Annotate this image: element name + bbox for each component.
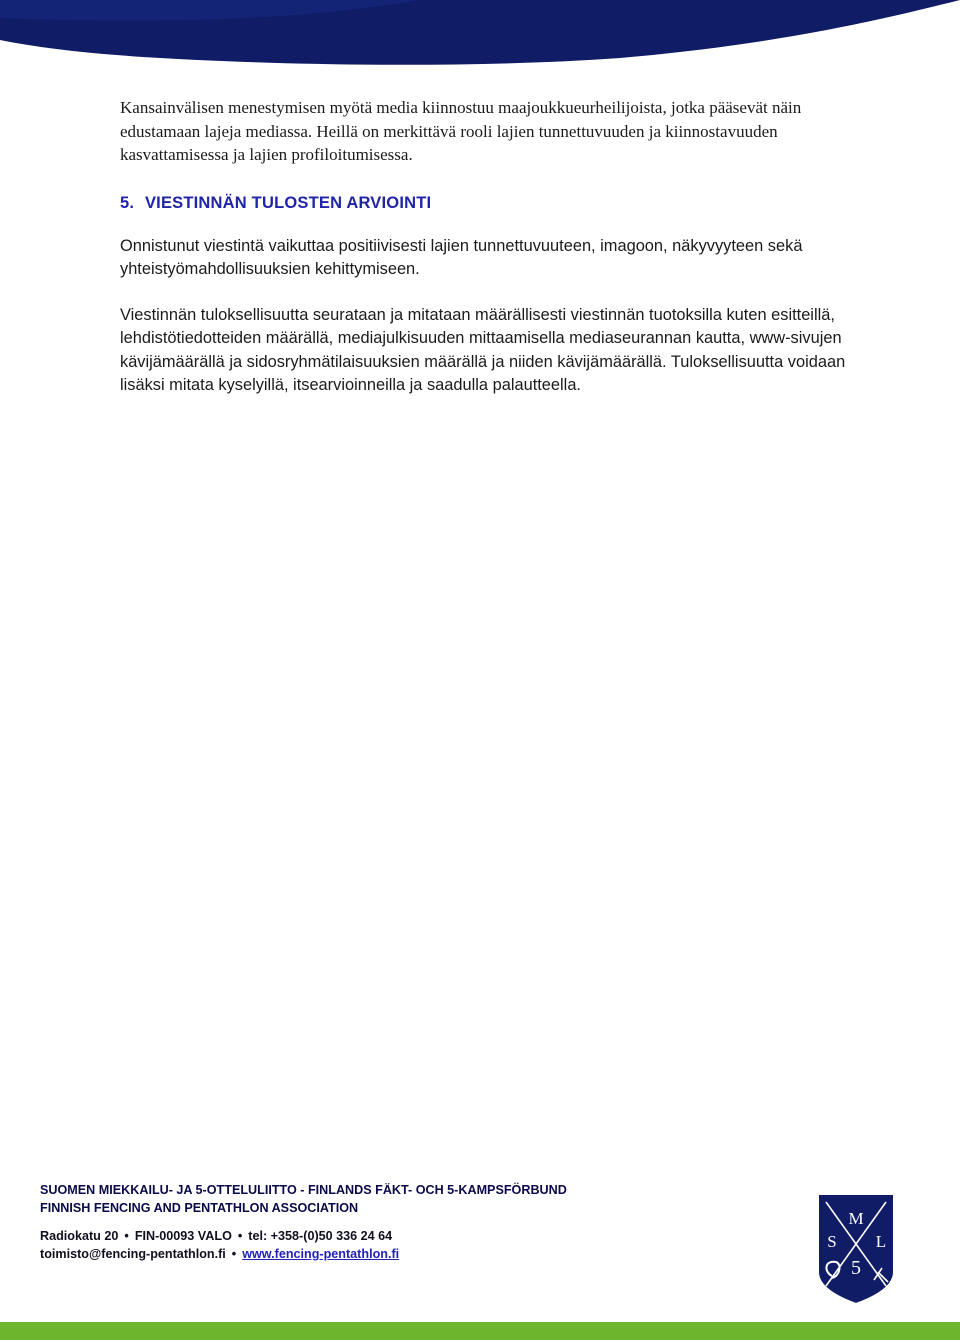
bullet-separator: • xyxy=(237,1229,243,1243)
logo-letter-m: M xyxy=(848,1209,864,1228)
section-heading xyxy=(120,194,880,213)
footer-email[interactable]: toimisto@fencing-pentathlon.fi xyxy=(40,1247,226,1261)
footer-org-name-en: FINNISH FENCING AND PENTATHLON ASSOCIATION xyxy=(40,1201,359,1215)
document-body xyxy=(120,96,880,398)
intro-paragraph: Kansainvälisen menestymisen myötä media kiinnostuu maajoukkueurheilijoista, jotka pääsevät näin edustamaan lajeja mediassa. Heillä on merkittävä rooli lajien tunnettuvuuden ja kiinnostavuuden kasvattamisessa ja lajien profiloitumisessa. xyxy=(120,98,802,164)
logo-letter-s: S xyxy=(827,1232,837,1251)
section-title: VIESTINNÄN TULOSTEN ARVIOINTI xyxy=(144,193,432,212)
footer-address-line xyxy=(40,1227,760,1245)
footer-org-name: SUOMEN MIEKKAILU- JA 5-OTTELULIITTO - FINLANDS FÄKT- OCH 5-KAMPSFÖRBUND xyxy=(40,1183,567,1197)
footer-green-bar xyxy=(0,1322,960,1340)
footer-postal: FIN-00093 VALO xyxy=(134,1229,232,1243)
outcomes-paragraph: Onnistunut viestintä vaikuttaa positiivisesti lajien tunnettuvuuteen, imagoon, näkyvyyteen sekä yhteistyömahdollisuuksien kehittymiseen. xyxy=(120,236,803,278)
footer-website-link[interactable]: www.fencing-pentathlon.fi xyxy=(242,1247,400,1261)
federation-logo xyxy=(812,1190,900,1306)
footer-web-line xyxy=(40,1245,760,1263)
footer-phone: tel: +358-(0)50 336 24 64 xyxy=(248,1229,393,1243)
bullet-separator: • xyxy=(124,1229,129,1243)
footer-street: Radiokatu 20 xyxy=(40,1229,119,1243)
footer-contact xyxy=(40,1181,760,1263)
measurement-paragraph: Viestinnän tuloksellisuutta seurataan ja mitataan määrällisesti viestinnän tuotoksilla kuten esitteillä, lehdistötiedotteiden määrällä, mediajulkisuuden mittaamisella mediaseurannan kautta, www-sivujen kävijämäärällä ja sidosryhmätilaisuuksien määrällä ja niiden kävijämäärällä. Tuloksellisuutta voidaan lisäksi mitata kyselyillä, itsearvioinneilla ja saadulla palautteella. xyxy=(120,305,846,394)
section-number: 5. xyxy=(120,193,135,212)
logo-letter-l: L xyxy=(875,1232,887,1251)
bullet-separator: • xyxy=(231,1247,237,1261)
header-banner xyxy=(0,0,960,80)
logo-number-5: 5 xyxy=(851,1257,861,1279)
